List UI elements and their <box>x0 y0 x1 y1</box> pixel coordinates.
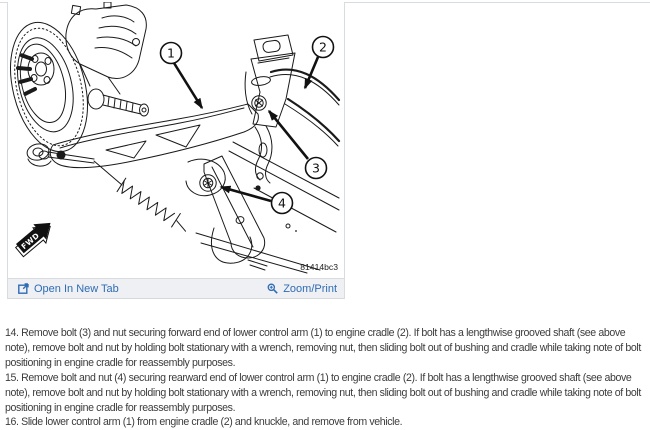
callout-label-2: 2 <box>319 39 327 55</box>
cv-axle <box>88 89 149 116</box>
callout-circle-1 <box>161 43 182 64</box>
zoom-print-link[interactable] <box>267 283 337 295</box>
part-code-label: 81414bc3 <box>300 262 338 272</box>
step-15: 15. Remove bolt and nut (4) securing rearward end of lower control arm (1) to engine cradle (2). If bolt has a lengthwise grooved shaft (see above note), remove bolt and nut by holding bolt stationary with a wrench, removing nut, then sliding bolt out of bushing and cradle while taking note of bolt positioning in engine cradle for reassembly purposes. <box>5 371 641 414</box>
step-14: 14. Remove bolt (3) and nut securing forward end of lower control arm (1) to engine cradle (2). If bolt has a lengthwise grooved shaft (see above note), remove bolt and nut by holding bolt stationary with a wrench, removing nut, then sliding bolt out of bushing and cradle while taking note of bolt positioning in engine cradle for reassembly purposes. <box>5 327 641 369</box>
callout-circle-3 <box>306 158 327 179</box>
fwd-arrow <box>12 215 59 260</box>
diagram-image <box>8 2 344 278</box>
figure-toolbar <box>8 278 344 299</box>
wheel-hub <box>18 53 54 94</box>
knuckle-caliper <box>66 2 146 94</box>
callout-label-1: 1 <box>167 45 175 61</box>
stabilizer-bar <box>270 70 339 146</box>
callout-label-4: 4 <box>278 195 286 211</box>
callout-circle-4 <box>272 193 293 214</box>
callout-arrow-3 <box>269 111 308 159</box>
magnifier-icon <box>267 283 278 294</box>
callout-label-3: 3 <box>312 160 320 176</box>
tie-rod-and-boot <box>39 151 192 235</box>
zoom-print-label: Zoom/Print <box>283 282 337 295</box>
brake-rotor <box>8 14 100 159</box>
callout-arrow-2 <box>305 57 318 88</box>
fwd-label: FWD <box>19 230 42 252</box>
suspension-diagram <box>8 2 344 278</box>
step-16: 16. Slide lower control arm (1) from engine cradle (2) and knuckle, and remove from vehicle. <box>5 416 403 429</box>
diagram-panel <box>7 2 345 299</box>
callout-arrow-1 <box>174 63 202 108</box>
open-in-new-tab-label: Open In New Tab <box>34 282 119 295</box>
callout-circle-2 <box>313 37 334 58</box>
instruction-steps <box>5 326 646 430</box>
open-in-new-tab-link[interactable] <box>18 283 119 295</box>
open-in-new-tab-icon <box>18 283 29 294</box>
